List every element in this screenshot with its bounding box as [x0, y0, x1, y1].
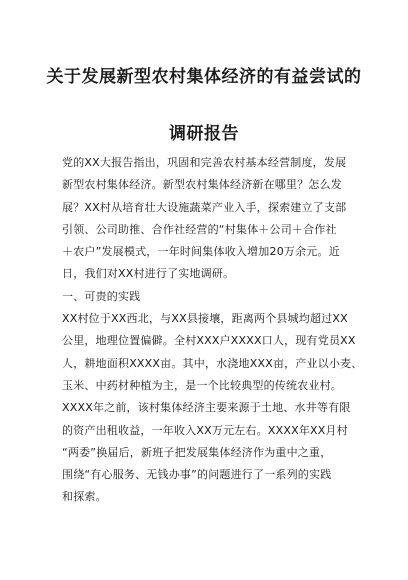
paragraph-line: 日，我们对XX村进行了实地调研。 [62, 267, 235, 281]
paragraph-line: 的资产出租收益，一年收入XX万元左右。XXXX年XX月村 [62, 423, 348, 437]
document-title: 关于发展新型农村集体经济的有益尝试的 [46, 67, 362, 87]
paragraph-line: 公里，地理位置偏僻。全村XXX户XXXX口人，现有党员XX [62, 334, 356, 348]
paragraph-line: 党的XX大报告指出，巩固和完善农村基本经营制度，发展 [62, 156, 347, 169]
paragraph-line: 新型农村集体经济。新型农村集体经济新在哪里？怎么发 [62, 178, 342, 192]
paragraph-line: 人，耕地面积XXXX亩。其中，水浇地XXX亩，产业以小麦、 [62, 356, 363, 370]
paragraph-line: “两委”换届后，新班子把发展集体经济作为重中之重， [62, 445, 332, 459]
paragraph-line: 和探索。 [62, 490, 107, 504]
paragraph-line: ＋农户”发展模式，一年时间集体收入增加20万余元。近 [62, 245, 340, 259]
paragraph-line: 玉米、中药材种植为主，是一个比较典型的传统农业村。 [62, 378, 342, 392]
section-heading: 一、可贵的实践 [62, 289, 141, 303]
paragraph-line: 展？XX村从培育壮大设施蔬菜产业入手，探索建立了支部 [62, 200, 347, 214]
paragraph-line: XXXX年之前，该村集体经济主要来源于土地、水井等有限 [62, 401, 351, 415]
document-body [62, 152, 363, 509]
document-subtitle: 调研报告 [169, 124, 239, 144]
paragraph-line: 引领、公司助推、合作社经营的“村集体＋公司＋合作社 [62, 222, 337, 236]
paragraph-line: XX村位于XX西北，与XX县接壤，距离两个县城均超过XX [62, 312, 348, 326]
paragraph-line: 围绕“有心服务、无钱办事”的问题进行了一系列的实践 [62, 468, 332, 482]
